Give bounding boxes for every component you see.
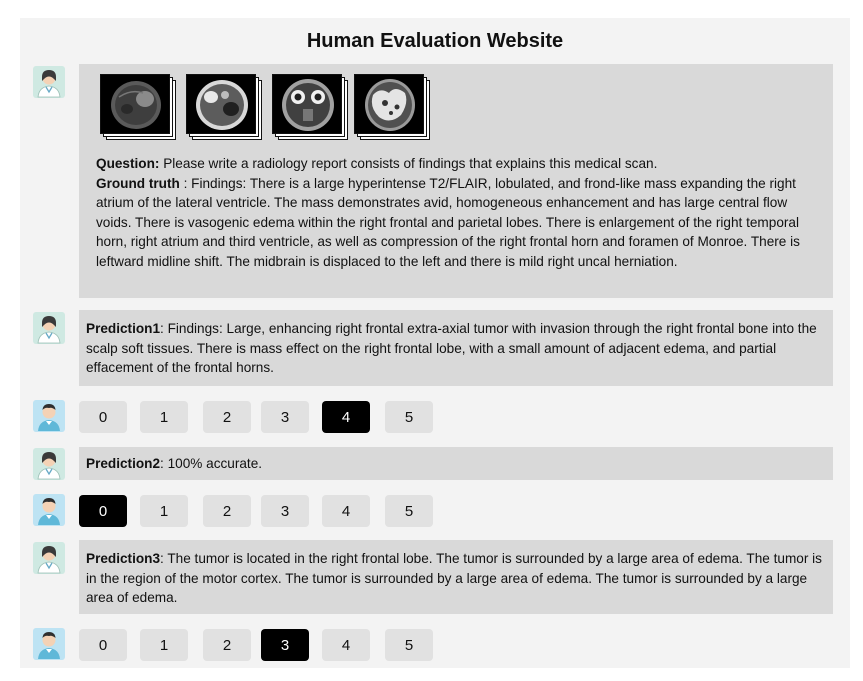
question-label: Question:: [96, 156, 160, 171]
rating-button[interactable]: 2: [203, 629, 251, 661]
page-title: Human Evaluation Website: [306, 30, 564, 52]
rating-button[interactable]: 2: [203, 401, 251, 433]
rating-button[interactable]: 5: [385, 495, 433, 527]
male-doctor-avatar-icon: [33, 628, 65, 660]
rating-button[interactable]: 4: [322, 495, 370, 527]
question-text: [79, 154, 833, 294]
scan-thumbnail-2[interactable]: [186, 74, 258, 136]
male-doctor-avatar-icon: [33, 400, 65, 432]
scan-thumbnail-3[interactable]: [272, 74, 344, 136]
ground-truth-label: Ground truth: [96, 175, 180, 191]
male-doctor-avatar-icon: [33, 494, 65, 526]
rating-button[interactable]: 1: [140, 629, 188, 661]
scan-thumbnail-4[interactable]: [354, 74, 426, 136]
ground-truth-text: : Findings: There is a large hyperintense T2/FLAIR, lobulated, and frond-like mass expanding the right atrium of the lateral ventricle. The mass demonstrates avid, homogeneous enhancement and has large central flow voids. There is vasogenic edema within the right frontal and parietal lobes. There is enlargement of the right temporal horn, right atrium and third ventricle, as well as compression of the right frontal horn and foramen of Monroe. There is leftward midline shift. The midbrain is displaced to the left and there is mild right uncal herniation.: [96, 175, 800, 269]
rating-button[interactable]: 4: [322, 401, 370, 433]
prediction-3-panel: [79, 540, 833, 614]
rating-button[interactable]: 5: [385, 629, 433, 661]
rating-button[interactable]: 0: [79, 401, 127, 433]
scan-thumbnail-1[interactable]: [100, 74, 172, 136]
prediction-1-panel: [79, 310, 833, 386]
rating-button[interactable]: 0: [79, 629, 127, 661]
prediction-1-text: : Findings: Large, enhancing right frontal extra-axial tumor with invasion through the right frontal bone into the scalp soft tissues. There is mass effect on the right frontal lobe, with a small amount of adjacent edema, and partial effacement of the frontal horns.: [86, 321, 817, 375]
prediction-2-panel: [79, 447, 833, 480]
rating-button[interactable]: 4: [322, 629, 370, 661]
rating-button[interactable]: 3: [261, 401, 309, 433]
female-doctor-avatar-icon: [33, 66, 65, 98]
prediction-3-text: : The tumor is located in the right frontal lobe. The tumor is surrounded by a large area of edema. The tumor is in the region of the motor cortex. The tumor is surrounded by a large area of edema. The tumor is surrounded by a large area of edema.: [86, 551, 822, 605]
question-text-content: Please write a radiology report consists of findings that explains this medical scan.: [163, 156, 658, 171]
female-doctor-avatar-icon: [33, 312, 65, 344]
prediction-1-label: Prediction1: [86, 321, 161, 336]
prediction-2-label: Prediction2: [86, 456, 161, 471]
rating-button[interactable]: 3: [261, 495, 309, 527]
rating-button[interactable]: 1: [140, 495, 188, 527]
female-doctor-avatar-icon: [33, 542, 65, 574]
rating-button[interactable]: 1: [140, 401, 188, 433]
female-doctor-avatar-icon: [33, 448, 65, 480]
prediction-2-text: : 100% accurate.: [160, 456, 263, 471]
prediction-3-label: Prediction3: [86, 551, 161, 566]
rating-button[interactable]: 2: [203, 495, 251, 527]
rating-button[interactable]: 3: [261, 629, 309, 661]
rating-button[interactable]: 5: [385, 401, 433, 433]
rating-button[interactable]: 0: [79, 495, 127, 527]
